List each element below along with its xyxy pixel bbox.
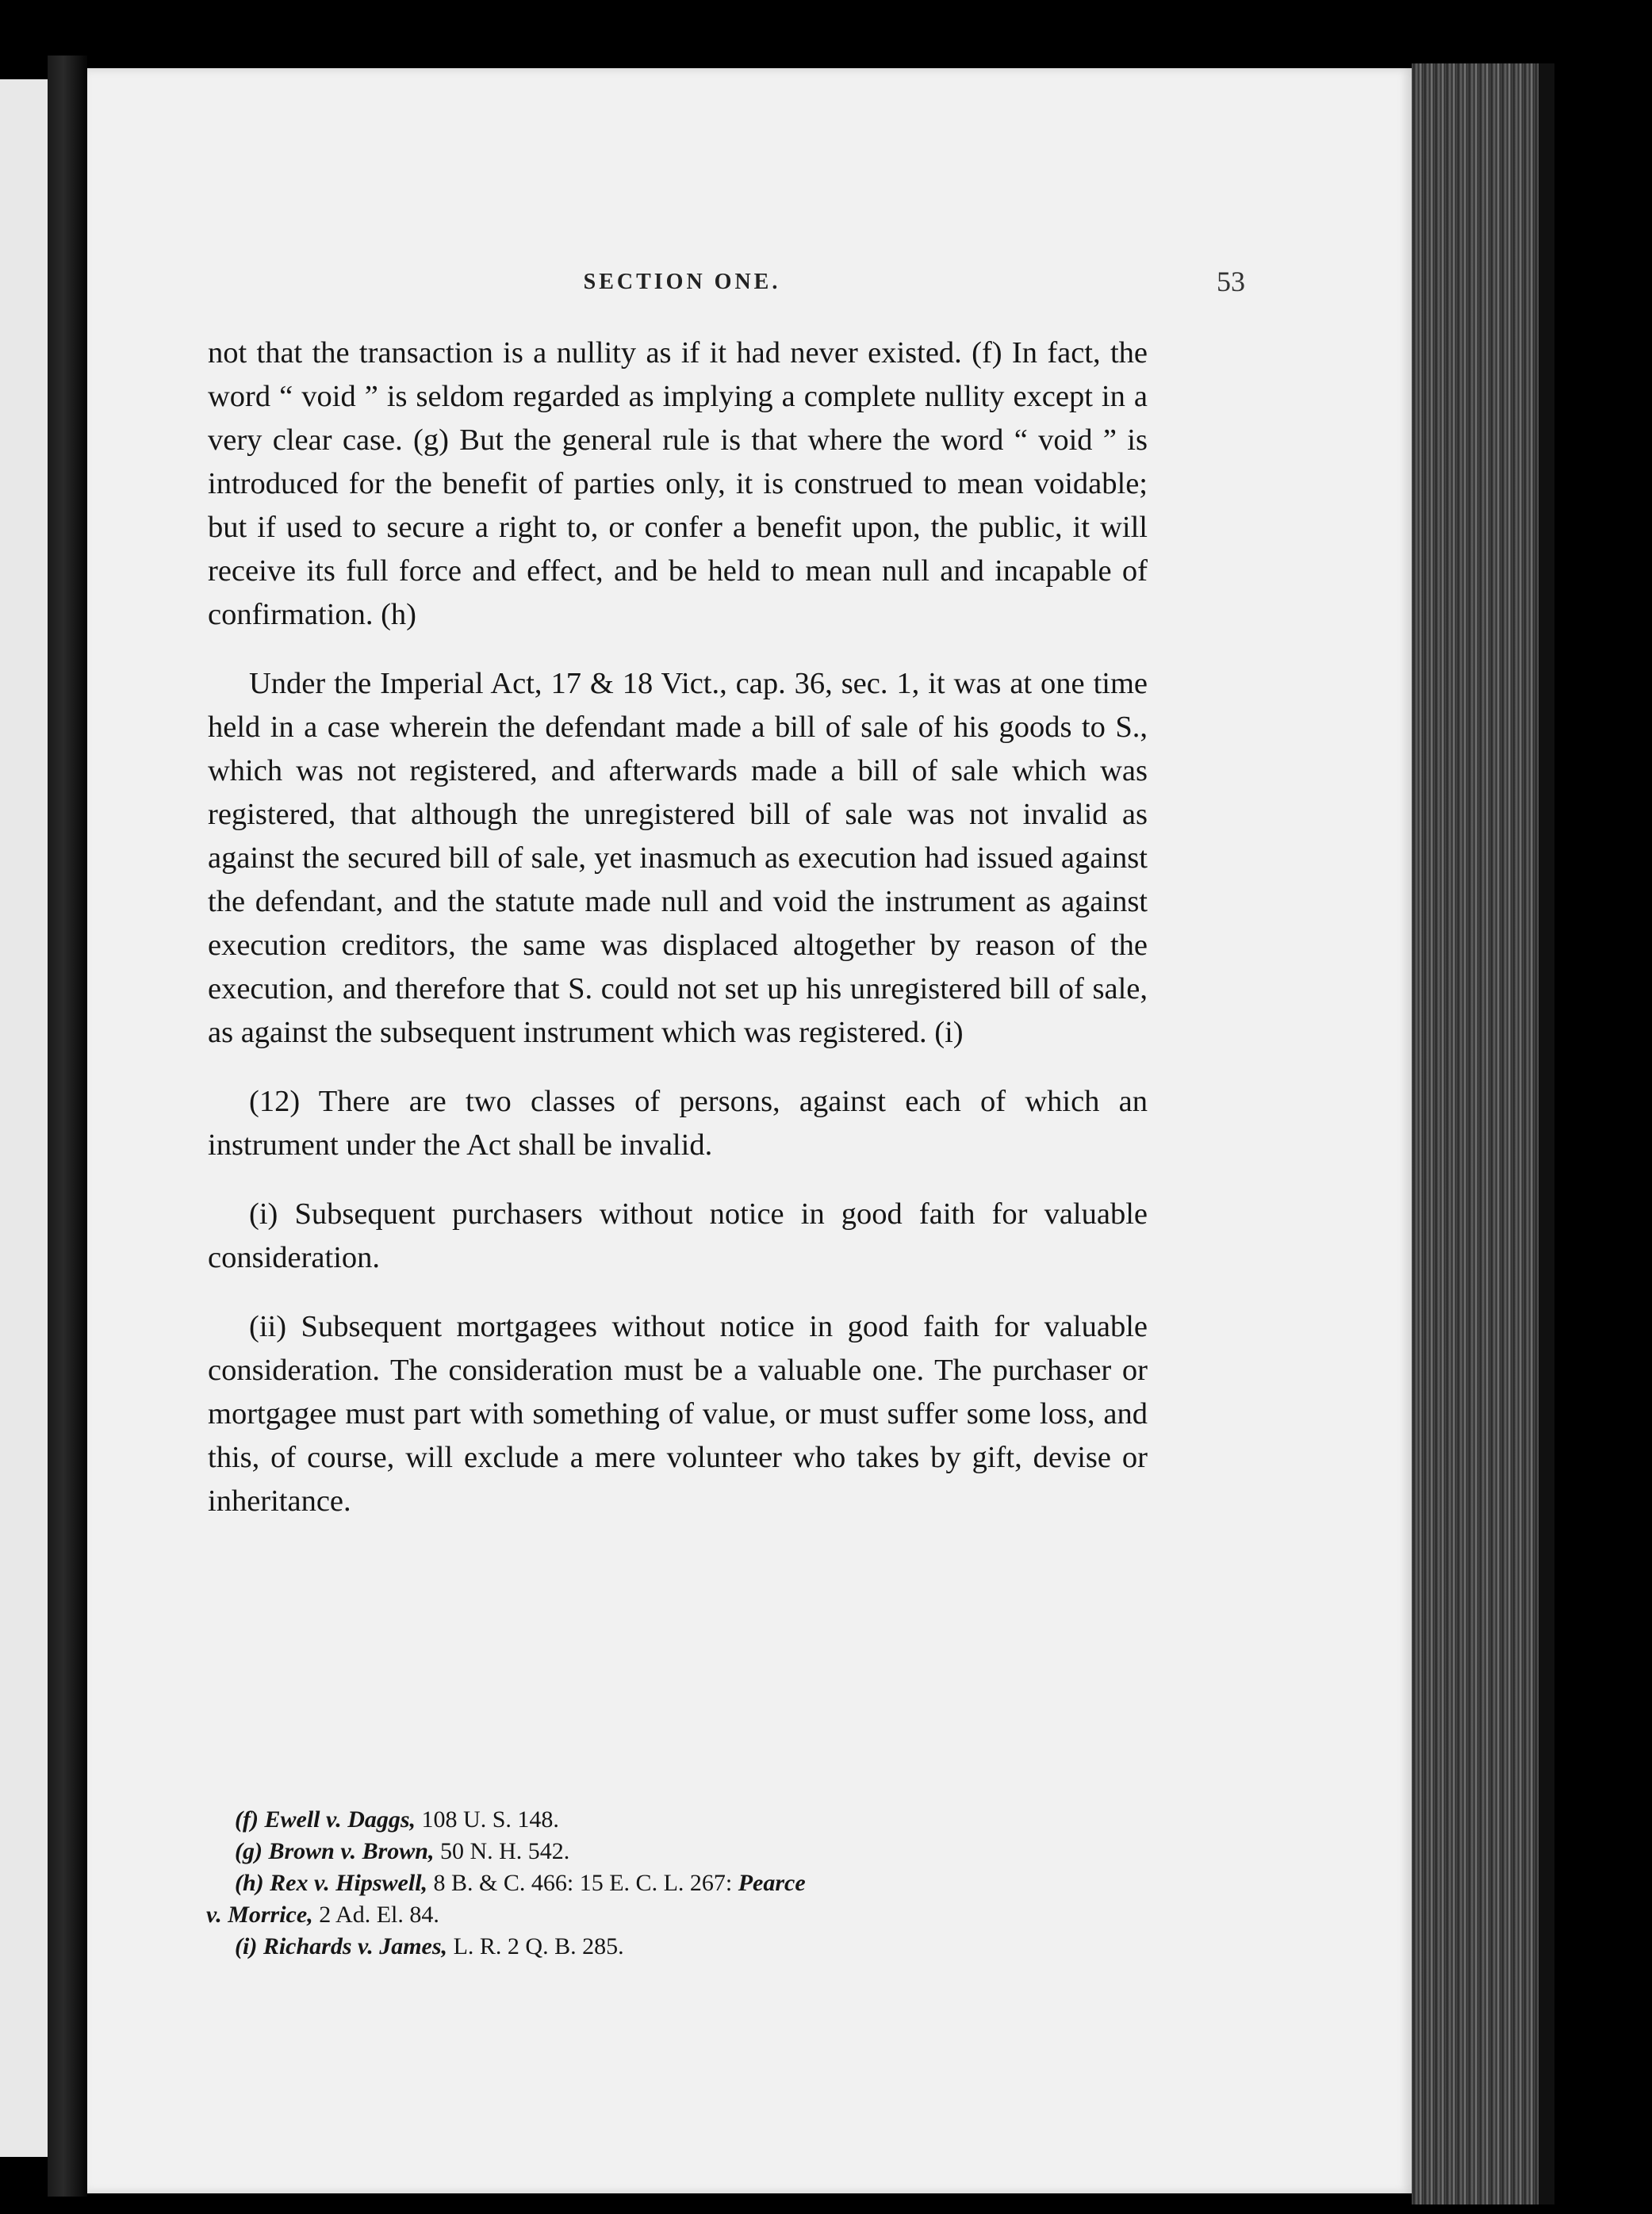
footnote-marker: (i) <box>235 1933 258 1959</box>
paragraph-purchasers: (i) Subsequent purchasers without notice in good faith for valuable consideration. <box>208 1197 1148 1274</box>
citation: L. R. 2 Q. B. 285. <box>453 1933 624 1959</box>
footnote-marker: (h) <box>235 1870 264 1896</box>
citation: 108 U. S. 148. <box>421 1806 559 1833</box>
left-page-edge <box>0 79 48 2157</box>
footnote <box>235 1867 1155 1899</box>
paragraph-continuation: not that the transaction is a nullity as if it had never existed. (f) In fact, the word “ void ” is seldom regarded as implying a complete nullity except in a very clear case. (g) But the general rule is that where the word “ void ” is introduced for the benefit of parties only, it is construed to mean voidable; but if used to secure a right to, or confer a benefit upon, the public, it will receive its full force and effect, and be held to mean null and incapable of confirmation. (h) <box>208 336 1148 631</box>
citation: 50 N. H. 542. <box>439 1838 570 1864</box>
book-gutter <box>48 56 87 2197</box>
page-stack-edge <box>1412 63 1539 2204</box>
footnote <box>235 1804 1155 1836</box>
case-name: Rex v. Hipswell, <box>270 1870 428 1896</box>
footnotes <box>206 1804 1155 1963</box>
case-name: Richards v. James, <box>263 1933 448 1959</box>
paragraph-imperial-act: Under the Imperial Act, 17 & 18 Vict., cap. 36, sec. 1, it was at one time held in a case wherein the defendant made a bill of sale of his goods to S., which was not registered, and afterwards made a bill of sale which was registered, that although the unregistered bill of sale was not invalid as against the secured bill of sale, yet inasmuch as execution had issued against the defendant, and the statute made null and void the instrument as against execution creditors, the same was displaced altogether by reason of the execution, and therefore that S. could not set up his unregistered bill of sale, as against the subsequent instrument which was registered. (i) <box>208 667 1148 1049</box>
paragraph-12-classes: (12) There are two classes of persons, against each of which an instrument under the Act shall be invalid. <box>208 1085 1148 1162</box>
citation: 8 B. & C. 466: 15 E. C. L. 267: <box>433 1870 733 1896</box>
body-text <box>208 331 1148 1549</box>
paragraph-mortgagees: (ii) Subsequent mortgagees without notice in good faith for valuable consideration. The consideration must be a valuable one. The purchaser or mortgagee must part with something of value, or must suffer some loss, and this, of course, will exclude a mere volunteer who takes by gift, devise or inheritance. <box>208 1310 1148 1518</box>
book-cover-edge <box>1539 63 1554 2204</box>
footnote-marker: (f) <box>235 1806 259 1833</box>
footnote-marker: (g) <box>235 1838 263 1864</box>
case-name: v. Morrice, <box>206 1902 313 1928</box>
page-number: 53 <box>1217 266 1245 297</box>
case-name: Brown v. Brown, <box>268 1838 435 1864</box>
case-name: Pearce <box>738 1870 806 1896</box>
running-title: SECTION ONE. <box>583 270 781 294</box>
footnote <box>235 1931 1155 1963</box>
footnote <box>235 1836 1155 1867</box>
citation: 2 Ad. El. 84. <box>319 1902 439 1928</box>
footnote-continuation <box>206 1899 1155 1931</box>
case-name: Ewell v. Daggs, <box>264 1806 416 1833</box>
running-head <box>87 266 1412 301</box>
